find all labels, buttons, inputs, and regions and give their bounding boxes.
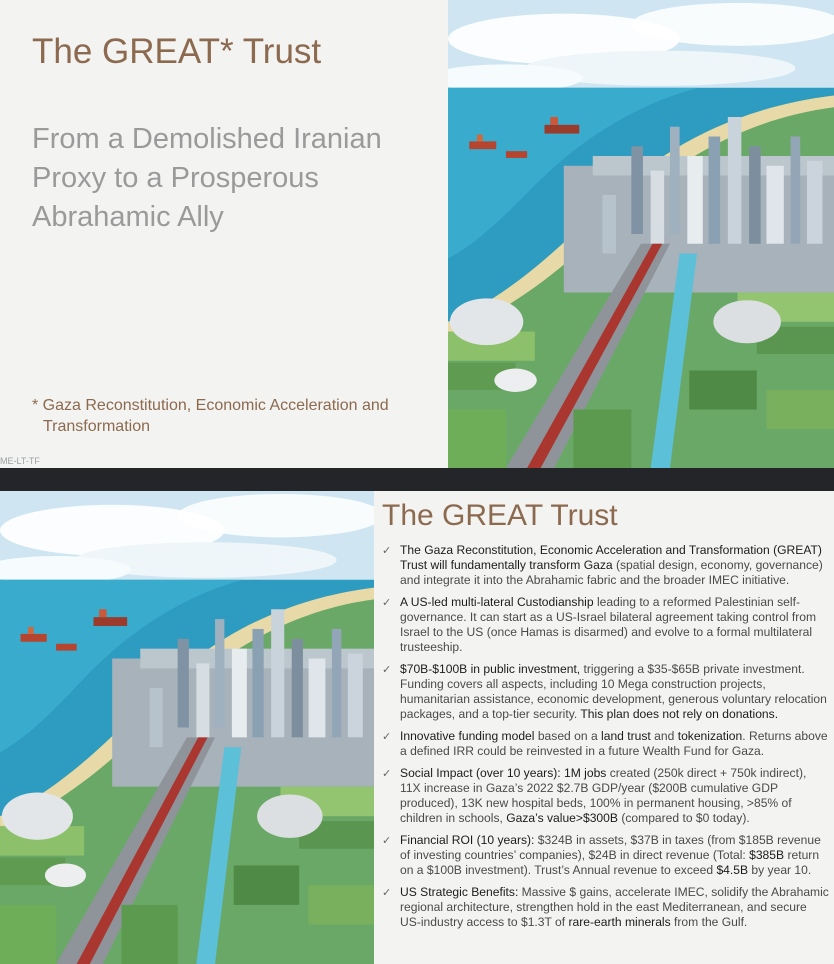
footnote [32, 395, 432, 437]
bullet-text: created (250k direct + 750k indirect), 11X increase in Gaza’s 2022 $2.7B GDP/year ($200B cumulative GDP produced), 13K new hospital beds, 100% in permanent housing, >85% of children in schools, [400, 766, 807, 825]
content-slide [0, 491, 834, 964]
check-icon: ✓ [382, 544, 392, 557]
list-item [382, 885, 830, 930]
check-icon: ✓ [382, 834, 392, 847]
list-item [382, 766, 830, 826]
slide-title: The GREAT* Trust [32, 32, 322, 71]
document-code: ME-LT-TF [0, 456, 40, 466]
bullet-emphasis: tokenization [677, 729, 743, 743]
bullet-text: from the Gulf. [670, 915, 748, 929]
list-item [382, 729, 830, 759]
bullet-emphasis: Gaza’s value>$300B [506, 811, 618, 825]
bullet-emphasis: rare-earth minerals [568, 915, 671, 929]
city-illustration [0, 491, 374, 964]
bullet-lead: Social Impact (over 10 years): 1M jobs [400, 766, 607, 780]
bullet-text: and [650, 729, 678, 743]
city-illustration [448, 0, 834, 468]
list-item [382, 543, 830, 588]
bullet-list [382, 543, 830, 937]
bullet-emphasis: land trust [601, 729, 651, 743]
bullet-lead: Financial ROI (10 years): [400, 833, 535, 847]
footnote-line: * Gaza Reconstitution, Economic Acceleration and [32, 397, 389, 414]
bullet-text: by year 10. [748, 863, 812, 877]
bullet-emphasis: This plan does not rely on donations. [577, 707, 779, 721]
list-item [382, 662, 830, 722]
bullet-text: triggering a $35-$65B private investment. Funding covers all aspects, including 10 Mega construction projects, humanitarian assistance, economic development, generous voluntary relocation packages, and a top-tier security. [400, 662, 827, 721]
title-slide [0, 0, 834, 468]
bullet-text: Massive $ gains, accelerate IMEC, solidify the Abrahamic regional architecture, strengthen hold in the east Mediterranean, and secure US-industry access to $1.3T of [400, 885, 829, 929]
check-icon: ✓ [382, 886, 392, 899]
bullet-text: leading to a reformed Palestinian self-governance. It can start as a US-Israel bilateral agreement taking control from Israel to the US (once Hamas is disarmed) and evolve to a formal multilateral trusteeship. [400, 595, 817, 654]
footnote-line: Transformation [43, 418, 150, 435]
bullet-lead: Innovative funding model [400, 729, 535, 743]
list-item [382, 595, 830, 655]
check-icon: ✓ [382, 596, 392, 609]
slide-subtitle: From a Demolished Iranian Proxy to a Prosperous Abrahamic Ally [32, 123, 382, 233]
bullet-emphasis: $4.5B [716, 863, 749, 877]
bullet-text: (spatial design, economy, governance) and integrate it into the Abrahamic fabric and the broader IMEC initiative. [400, 558, 823, 587]
bullet-text: $324B in assets, $37B in taxes (from $185B revenue of investing countries’ companies), $24B in direct revenue (Total: [400, 833, 821, 862]
bullet-lead: A US-led multi-lateral Custodianship [400, 595, 594, 609]
bullet-lead: $70B-$100B in public investment, [400, 662, 581, 676]
check-icon: ✓ [382, 730, 392, 743]
bullet-lead: US Strategic Benefits: [400, 885, 519, 899]
bullet-text: return on a $100B investment). Trust’s Annual revenue to exceed [400, 848, 820, 877]
bullet-lead: The Gaza Reconstitution, Economic Acceleration and Transformation (GREAT) Trust will fundamentally transform Gaza [400, 543, 822, 572]
bullet-emphasis: $385B [749, 848, 785, 862]
bullet-text: based on a [534, 729, 602, 743]
check-icon: ✓ [382, 767, 392, 780]
check-icon: ✓ [382, 663, 392, 676]
slide-title: The GREAT Trust [382, 499, 618, 532]
bullet-text: . Returns above a defined IRR could be reinvested in a future Wealth Fund for Gaza. [400, 729, 828, 758]
list-item [382, 833, 830, 878]
bullet-text: (compared to $0 today). [617, 811, 750, 825]
